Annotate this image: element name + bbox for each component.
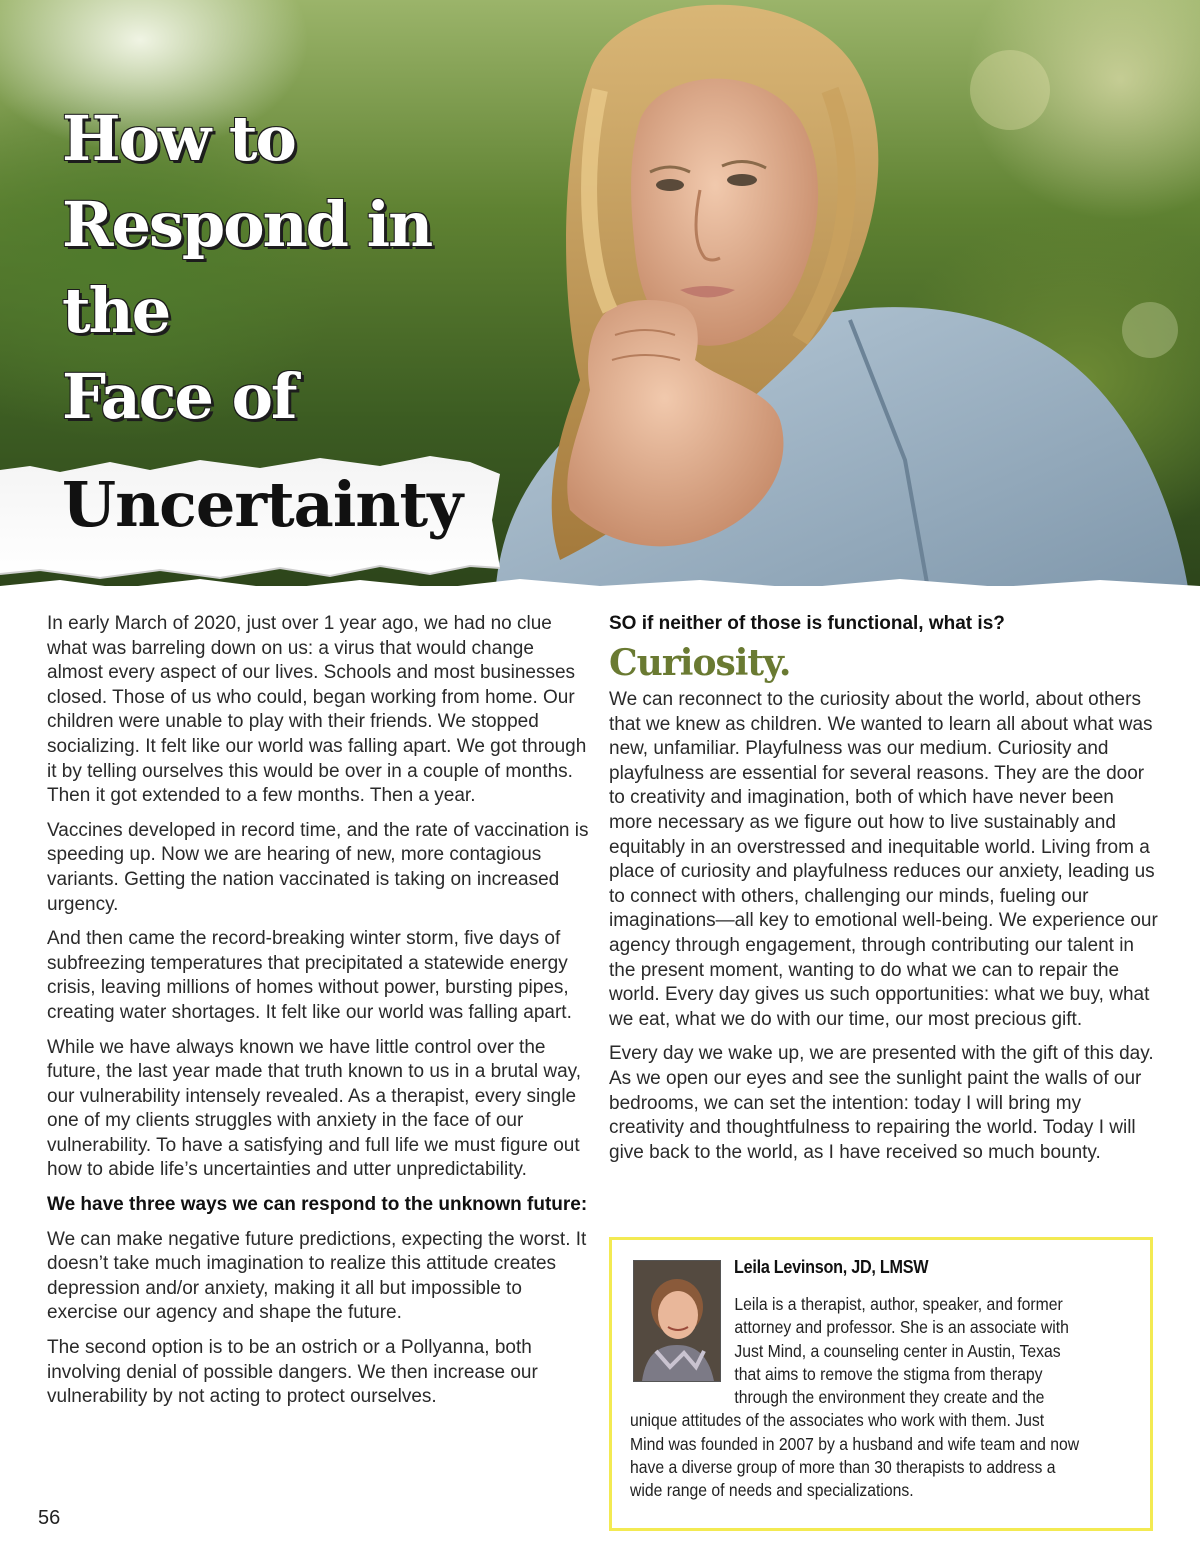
body-paragraph: While we have always known we have little control over the future, the last year made that truth known to us in a brutal way, our vulnerability intensely revealed. As a therapist, every single one of my clients struggles with anxiety in the face of our vulnerability. To have a satisfying and full life we must figure out how to abide life’s uncertainties and utter unpredictability. xyxy=(47,1036,582,1181)
article-title xyxy=(62,96,431,440)
author-name: Leila Levinson, JD, LMSW xyxy=(734,1257,929,1277)
article-title-keyword: Uncertainty xyxy=(62,468,463,541)
body-paragraph: We can make negative future predictions, expecting the worst. It doesn’t take much imagination to realize this attitude creates depression and/or anxiety, making it all but impossible to exercise our agency and shape the future. xyxy=(47,1228,587,1324)
body-paragraph: Every day we wake up, we are presented with the gift of this day. As we open our eyes and see the sunlight paint the walls of our bedrooms, we can set the intention: today I will bring my creativity and thoughtfulness to repairing the world. Today I will give back to the world, as I have received so much bounty. xyxy=(609,1043,1154,1163)
section-heading: Curiosity. xyxy=(609,642,791,684)
hero-image xyxy=(0,0,1200,600)
body-paragraph: We can reconnect to the curiosity about the world, about others that we knew as children. We wanted to learn all about what was new, unfamiliar. Playfulness was our medium. Curiosity and playfulness are essential for several reasons. They are the door to creativity and imagination, both of which have never been more necessary as we figure out how to live sustainably and equitably in an overstressed and inequitable world. Living from a place of curiosity and playfulness reduces our anxiety, leading us to connect with others, challenging our minds, fueling our imaginations—all key to emotional well-being. We experience our agency through engagement, through contributing our talent in the present moment, wanting to do what we can to repair the world. Every day gives us such opportunities: what we buy, what we eat, what we do with our time, our most precious gift. xyxy=(609,689,1158,1030)
body-paragraph: And then came the record-breaking winter storm, five days of subfreezing temperatures that precipitated a statewide energy crisis, leaving millions of homes without power, bursting pipes, creating water shortages. It felt like our world was falling apart. xyxy=(47,928,572,1023)
author-bio-text-wrap xyxy=(630,1293,1080,1503)
body-paragraph: In early March of 2020, just over 1 year ago, we had no clue what was barreling down on us: a virus that would change almost every aspect of our lives. Schools and most businesses closed. Those of us who could, began working from home. Our children were unable to play with their friends. We stopped socializing. It felt like our world was falling apart. We got through it by telling ourselves this would be over in a couple of months. Then it got extended to a few months. Then a year. xyxy=(47,613,587,807)
page-number: 56 xyxy=(38,1507,61,1529)
section-question: SO if neither of those is functional, what is? xyxy=(609,613,1005,634)
body-paragraph: Vaccines developed in record time, and the rate of vaccination is speeding up. Now we are hearing of new, more contagious variants. Getting the nation vaccinated is taking on increased urgency. xyxy=(47,819,589,915)
title-line: the xyxy=(62,274,170,347)
title-line: Face of xyxy=(62,360,296,433)
body-paragraph: The second option is to be an ostrich or a Pollyanna, both involving denial of possible dangers. We then increase our vulnerability by not acting to protect ourselves. xyxy=(47,1337,538,1408)
author-bio-text: Leila is a therapist, author, speaker, and former attorney and professor. She is an associate with Just Mind, a counseling center in Austin, Texas that aims to remove the stigma from therapy through the environment they create and the unique attitudes of the associates who work with them. Just Mind was founded in 2007 by a husband and wife team and now have a diverse group of more than 30 therapists to address a wide range of needs and specializations. xyxy=(630,1294,1080,1501)
title-line: Respond in xyxy=(62,188,432,261)
left-column xyxy=(47,612,595,1420)
right-column xyxy=(609,612,1159,1175)
bold-lead-paragraph: We have three ways we can respond to the unknown future: xyxy=(47,1194,588,1216)
title-line: How to xyxy=(62,102,295,175)
author-bio-box xyxy=(609,1237,1153,1531)
